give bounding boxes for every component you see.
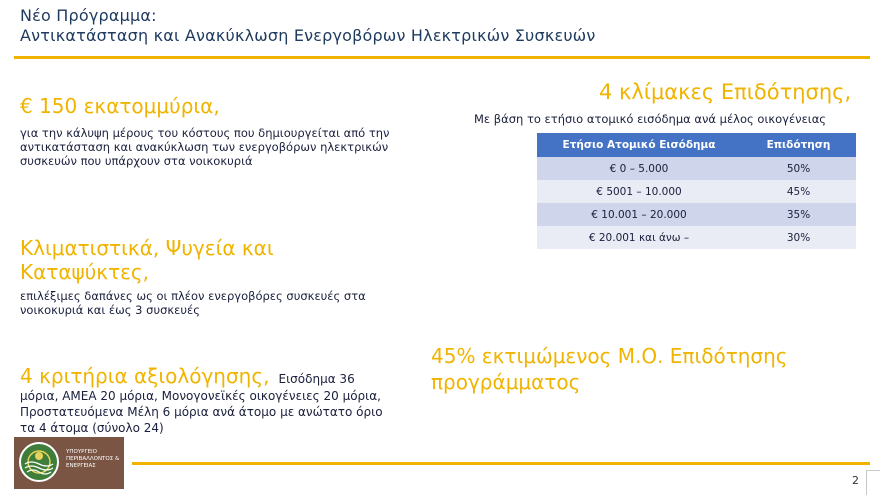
budget-heading: € 150 εκατομμύρια, [20, 94, 220, 118]
table-cell-subsidy: 35% [741, 203, 856, 226]
top-divider [14, 56, 870, 59]
table-header-subsidy: Επιδότηση [741, 133, 856, 157]
average-subsidy-line2: προγράμματος [431, 370, 581, 394]
table-cell-subsidy: 45% [741, 180, 856, 203]
table-cell-subsidy: 30% [741, 226, 856, 249]
subsidy-table [537, 133, 856, 249]
tiers-subtitle: Με βάση το ετήσιο ατομικό εισόδημα ανά μέλος οικογένειας [474, 112, 827, 126]
slide-title [20, 6, 596, 46]
table-cell-subsidy: 50% [741, 157, 856, 180]
devices-heading-line2: Καταψύκτες, [20, 260, 150, 284]
slide-title-line1: Νέο Πρόγραμμα: [20, 6, 157, 25]
table-row [537, 203, 856, 226]
average-subsidy-line1: 45% εκτιμώμενος Μ.Ο. Επιδότησης [431, 344, 788, 368]
bottom-divider [132, 462, 870, 465]
devices-heading-line1: Κλιματιστικά, Ψυγεία και [20, 236, 274, 260]
table-header-row [537, 133, 856, 157]
table-row [537, 180, 856, 203]
ministry-logo [14, 437, 124, 489]
budget-text: για την κάλυψη μέρους του κόστους που δημιουργείται από την αντικατάσταση και ανακύκλωση των ενεργοβόρων ηλεκτρικών συσκευών που υπάρχουν στα νοικοκυριά [20, 126, 390, 168]
slide-title-line2: Αντικατάσταση και Ανακύκλωση Ενεργοβόρων Ηλεκτρικών Συσκευών [20, 26, 596, 45]
table-cell-income: € 20.001 και άνω – [537, 226, 741, 249]
table-cell-income: € 5001 – 10.000 [537, 180, 741, 203]
devices-text: επιλέξιμες δαπάνες ως οι πλέον ενεργοβόρες συσκευές στα νοικοκυριά και έως 3 συσκευές [20, 289, 366, 317]
page-number: 2 [852, 474, 859, 487]
tiers-heading: 4 κλίμακες Επιδότησης, [599, 80, 852, 104]
criteria-heading-row [20, 364, 355, 388]
ministry-logo-text: ΥΠΟΥΡΓΕΙΟ ΠΕΡΙΒΑΛΛΟΝΤΟΣ & ΕΝΕΡΓΕΙΑΣ [66, 449, 120, 469]
table-row [537, 226, 856, 249]
table-cell-income: € 10.001 – 20.000 [537, 203, 741, 226]
table-row [537, 157, 856, 180]
criteria-text-inline: Εισόδημα 36 [278, 372, 355, 386]
page-corner [866, 470, 880, 495]
criteria-heading: 4 κριτήρια αξιολόγησης, [20, 364, 270, 388]
table-header-income: Ετήσιο Ατομικό Εισόδημα [537, 133, 741, 157]
table-cell-income: € 0 – 5.000 [537, 157, 741, 180]
criteria-text: μόρια, ΑΜΕΑ 20 μόρια, Μονογονεϊκές οικογένειες 20 μόρια, Προστατευόμενα Μέλη 6 μόρια ανά άτομο με ανώτατο όριο τα 4 άτομα (σύνολο 24) [20, 389, 383, 435]
ministry-emblem-icon [19, 442, 59, 482]
